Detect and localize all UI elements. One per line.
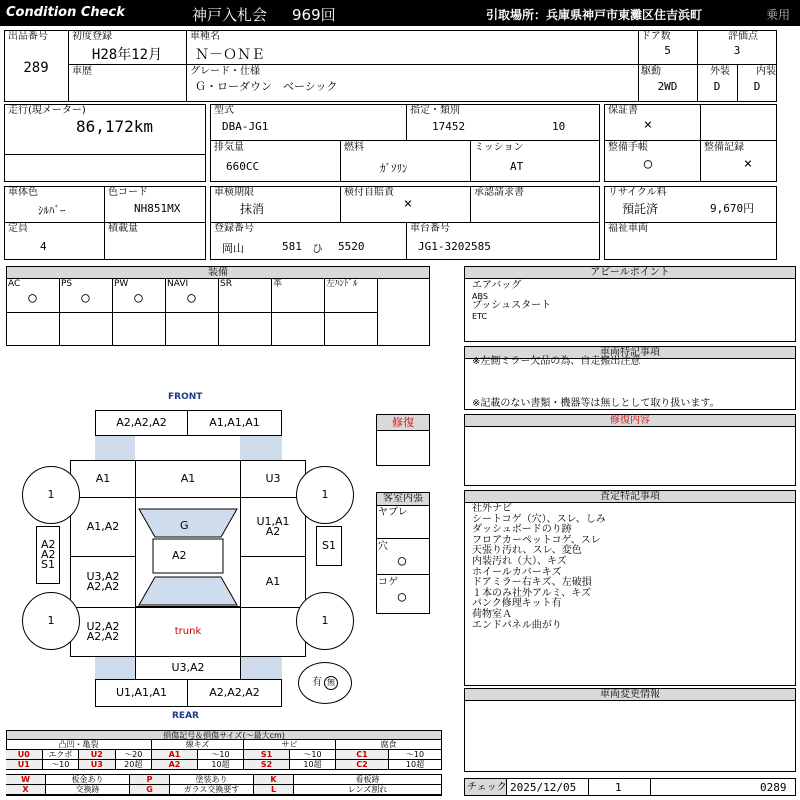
score-label: 評価点 (728, 31, 758, 42)
repair-title: 修復 (377, 415, 429, 431)
special-notes-title: 車両特記事項 (465, 347, 795, 359)
maintenance-label: 整備手帳 (608, 142, 648, 153)
drive-label: 駆動 (641, 66, 661, 77)
equipment-mark: ○ (81, 290, 90, 306)
right-rear-door: A1 (240, 556, 306, 608)
legend-code: C2 (336, 760, 389, 770)
mileage-label: 走行(現メーター) (8, 105, 86, 116)
equipment-mark: ○ (28, 290, 37, 306)
equipment-label: AC (8, 279, 21, 289)
recycle-fee: 9,670円 (710, 202, 755, 215)
capacity: 4 (40, 240, 47, 253)
front-bumper-right: A1,A1,A1 (187, 410, 282, 436)
warranty-label: 保証書 (608, 105, 638, 116)
change-info-title: 車両変更情報 (465, 689, 795, 701)
load-label: 積載量 (108, 223, 138, 234)
legend-other-desc: 板金あり (46, 775, 130, 785)
equipment-label: SR (220, 279, 232, 289)
chassis-label: 車台番号 (410, 223, 450, 234)
grade-label: グレード・仕様 (190, 66, 260, 77)
listing-no-label: 出品番号 (8, 31, 48, 42)
legend-other-code: P (130, 775, 170, 785)
rear-bumper-right: A2,A2,A2 (187, 679, 282, 707)
legend-code: S1 (244, 750, 290, 760)
doors: 5 (664, 44, 671, 57)
equipment-mark: ○ (187, 290, 196, 306)
legend-other-code: G (130, 785, 170, 795)
equipment-label: 左ﾊﾝﾄﾞﾙ (326, 279, 358, 289)
equipment-label: PW (114, 279, 129, 289)
legend-size: 10超 (198, 760, 244, 770)
legend-size: ～10 (43, 760, 80, 770)
legend-code: U2 (79, 750, 116, 760)
legend-group-name: 線キズ (152, 740, 244, 750)
legend-other-code: K (254, 775, 294, 785)
front-label: FRONT (168, 392, 203, 402)
inspection-note-line: エンドパネル曲がり (472, 619, 562, 631)
car-name-label: 車種名 (190, 31, 220, 42)
check-date: 2025/12/05 (510, 781, 577, 794)
appeal-line-0: エアバッグ (472, 280, 522, 291)
displacement: 660CC (226, 160, 260, 173)
equipment-title: 装備 (7, 267, 429, 279)
lot-count: 969回 (292, 6, 336, 24)
inspection-note-line: フロアカーペットコゲ、スレ (472, 534, 601, 546)
legend-other-desc: 塗装あり (170, 775, 254, 785)
fuel: ｶﾞｿﾘﾝ (380, 162, 408, 175)
legend-other-desc: 看板跡 (294, 775, 442, 785)
legend-other-desc: ガラス交換要す (170, 785, 254, 795)
appeal-line-1: ABS (472, 292, 488, 301)
inspection-note-line: ダッシュボードのり跡 (472, 524, 572, 536)
capacity-label: 定員 (8, 223, 28, 234)
color-label: 車体色 (8, 187, 38, 198)
doors-label: ドア数 (641, 31, 671, 42)
legend-size: ～10 (198, 750, 244, 760)
reg-num: 5520 (338, 240, 365, 253)
legend-code: A1 (152, 750, 198, 760)
recycle-status: 預託済 (622, 202, 659, 216)
self-insurance: × (403, 196, 413, 212)
equipment-label: 革 (273, 279, 283, 289)
legend-size: エクボ (43, 750, 80, 760)
special-notes-line-1: ※左側ミラー欠品の為、自走搬出注意 (472, 356, 641, 367)
first-reg-label: 初度登録 (72, 31, 112, 42)
special-notes-line-2: ※記載のない書類・機器等は無しとして取り扱います。 (472, 398, 720, 409)
maintenance: ○ (643, 156, 653, 172)
wheel-rear-right: 1 (296, 592, 354, 650)
interior: D (753, 80, 761, 93)
warranty: × (643, 117, 653, 133)
spare-none-mark: 無 (324, 676, 338, 690)
legend-size: 10超 (389, 760, 442, 770)
mileage: 86,172km (76, 117, 154, 136)
repair-content-title: 修復内容 (465, 415, 795, 427)
listing-no: 289 (23, 60, 49, 76)
appeal-line-2: プッシュスタート (472, 300, 552, 311)
cabin-item-1-label: 穴 (378, 541, 388, 552)
inspection-notes-title: 査定特記事項 (465, 491, 795, 503)
inspection-note-line: ホイールカバーキズ (472, 566, 562, 578)
check-label: チェック (467, 782, 507, 793)
inspection-note-line: 天張り汚れ、スレ、変色 (472, 545, 582, 557)
trunk-panel: trunk (135, 607, 241, 657)
reg-class: 581 (282, 240, 302, 253)
rear-label: REAR (172, 711, 199, 721)
inspection-note-line: 荷物室Ａ (472, 609, 512, 620)
interior-label: 内装 (756, 66, 776, 77)
roof-mark: A2 (172, 549, 187, 562)
legend-group-name: 腐食 (336, 740, 442, 750)
left-quarter: U2,A2 A2,A2 (70, 607, 136, 657)
repair-content-box (464, 414, 796, 486)
category-label: 乗用 (766, 8, 791, 22)
mission: AT (510, 160, 524, 173)
maint-record: × (743, 156, 753, 172)
legend-code: S2 (244, 760, 290, 770)
legend-code: A2 (152, 760, 198, 770)
reg-no-label: 登録番号 (214, 223, 254, 234)
inspection: 抹消 (240, 202, 265, 216)
maint-record-label: 整備記録 (704, 142, 744, 153)
reg-kana: ひ (312, 242, 323, 255)
legend-other-desc: レンズ割れ (294, 785, 442, 795)
right-side-panel: S1 (316, 526, 342, 566)
legend-other-code: X (6, 785, 46, 795)
appeal-line-3: ETC (472, 312, 488, 321)
cabin-title: 客室内張 (377, 493, 429, 506)
appeal-title: アピールポイント (465, 267, 795, 279)
color: ｼﾙﾊﾞｰ (38, 204, 66, 217)
wheel-front-right: 1 (296, 466, 354, 524)
legend-size: ～10 (389, 750, 442, 760)
mission-label: ミッション (474, 142, 524, 153)
pickup-location: 引取場所：兵庫県神戸市東灘区住吉浜町 (486, 8, 703, 22)
exterior-label: 外装 (710, 66, 730, 77)
wheel-rear-left: 1 (22, 592, 80, 650)
reg-area: 岡山 (222, 242, 244, 255)
header-title: Condition Check (6, 5, 125, 20)
legend-size: 10超 (290, 760, 336, 770)
legend-group-name: サビ (244, 740, 336, 750)
spare-tire: 有 無 (298, 662, 352, 704)
left-rear-door: U3,A2 A2,A2 (70, 556, 136, 608)
self-insurance-label: 検付自賠責 (344, 187, 394, 198)
displacement-label: 排気量 (214, 142, 244, 153)
check-number: 0289 (760, 781, 787, 794)
hood-panel: A1 (135, 460, 241, 498)
inspection-note-line: １本のみ社外アルミ、キズ (472, 587, 591, 599)
chassis: JG1-3202585 (418, 240, 491, 253)
cabin-item-1-mark: ○ (397, 553, 407, 569)
color-code-label: 色コード (108, 187, 148, 198)
legend-code: C1 (336, 750, 389, 760)
right-front-door: U1,A1 A2 (240, 497, 306, 557)
model-label: 型式 (214, 105, 234, 116)
hood-left-panel: A1 (70, 460, 136, 498)
legend-code: U0 (6, 750, 43, 760)
exterior: D (713, 80, 721, 93)
history-label: 車歴 (72, 66, 92, 77)
auction-name: 神戸入札会 (192, 6, 268, 24)
first-reg: H28年12月 (91, 47, 163, 63)
repair-box (376, 414, 430, 466)
equipment-label: PS (61, 279, 73, 289)
color-code: NH851MX (134, 202, 181, 215)
rear-bumper-left: U1,A1,A1 (95, 679, 188, 707)
wheel-front-left: 1 (22, 466, 80, 524)
designation: 17452 (432, 120, 466, 133)
left-front-door: A1,A2 (70, 497, 136, 557)
check-count: 1 (615, 781, 622, 794)
designation-label: 指定・類別 (410, 105, 460, 116)
legend-code: U3 (79, 760, 116, 770)
legend-code: U1 (6, 760, 43, 770)
rear-panel: U3,A2 (135, 656, 241, 680)
legend-size: ～20 (116, 750, 153, 760)
front-bumper-left: A2,A2,A2 (95, 410, 188, 436)
grade: Ｇ・ローダウン ベーシック (195, 80, 338, 93)
classification: 10 (552, 120, 566, 133)
inspection-note-line: パンク修理キット有 (472, 598, 562, 610)
inspection-note-line: ドアミラー右キズ、左破損 (472, 577, 592, 589)
cabin-item-0-label: ヤブレ (378, 507, 408, 518)
inspection-label: 車検期限 (214, 187, 254, 198)
left-side-panel: A2 A2 S1 (36, 526, 60, 584)
cabin-item-2-label: コゲ (378, 577, 398, 588)
equipment-mark: ○ (134, 290, 143, 306)
legend-other-desc: 交換跡 (46, 785, 130, 795)
model: DBA-JG1 (222, 120, 269, 133)
hood-right-panel: U3 (240, 460, 306, 498)
approval-label: 承認請求書 (474, 187, 524, 198)
fuel-label: 燃料 (344, 142, 364, 153)
legend-other-code: L (254, 785, 294, 795)
recycle-label: リサイクル料 (608, 187, 667, 198)
windshield-mark: G (180, 519, 189, 532)
legend-size: ～10 (290, 750, 336, 760)
equipment-label: NAVI (167, 279, 189, 289)
car-name: Ｎ－ＯＮＥ (195, 47, 265, 63)
drive: 2WD (657, 80, 678, 93)
legend-title: 損傷記号＆損傷サイズ(～最大cm) (7, 731, 441, 740)
inspection-note-line: シートコゲ（穴）、スレ、しみ (472, 513, 606, 525)
change-info-box (464, 688, 796, 772)
inspection-note-line: 社外ナビ (472, 503, 512, 514)
legend-size: 20超 (116, 760, 153, 770)
welfare-label: 福祉車両 (608, 223, 648, 234)
legend-group-name: 凸凹・亀裂 (6, 740, 152, 750)
cabin-item-2-mark: ○ (397, 589, 407, 605)
legend-other-code: W (6, 775, 46, 785)
inspection-note-line: 内装汚れ（大）、キズ (472, 556, 567, 567)
cabin-glass (135, 497, 241, 607)
score: 3 (733, 44, 741, 57)
